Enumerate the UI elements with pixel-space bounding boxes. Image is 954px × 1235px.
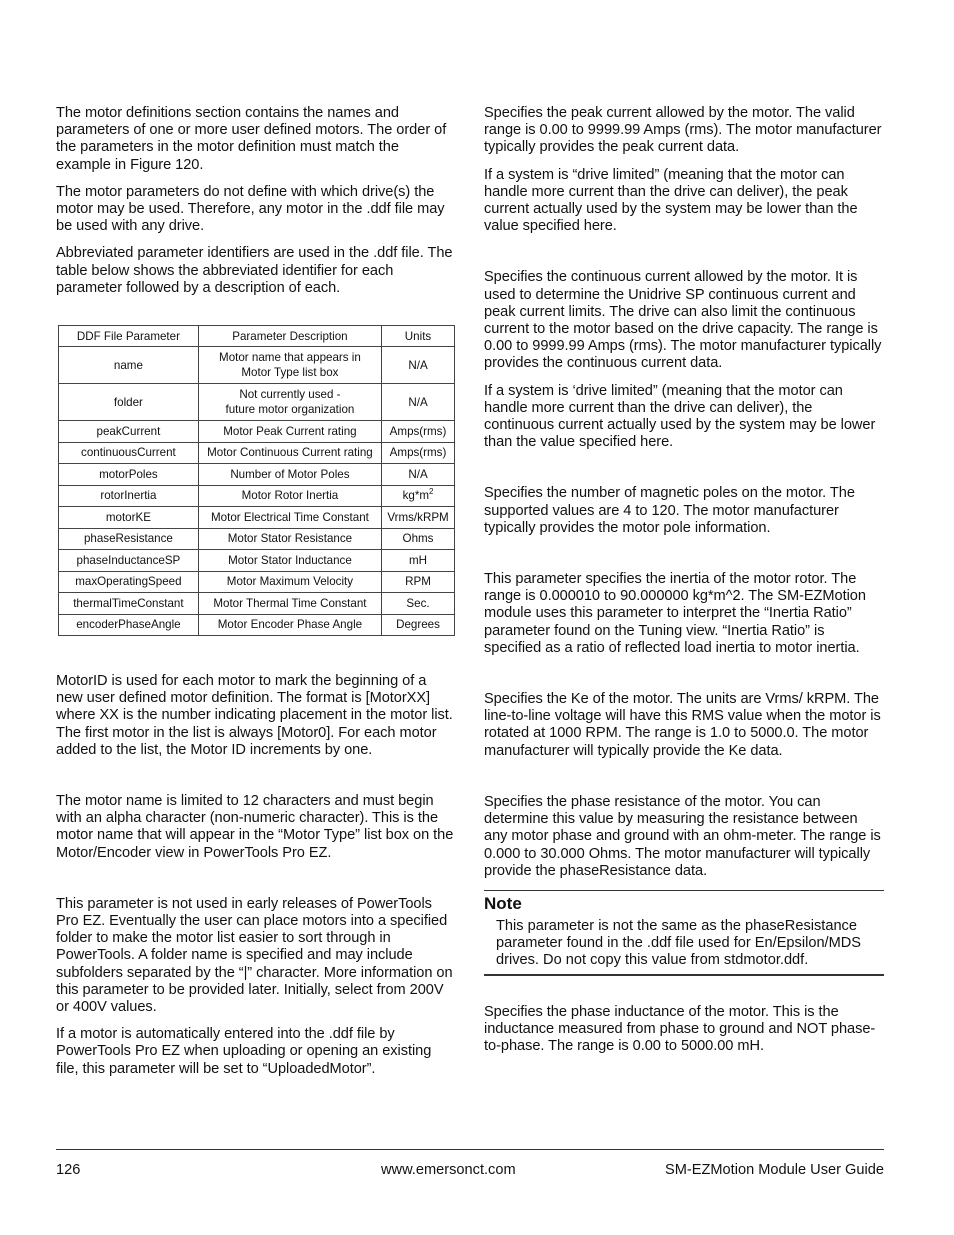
table-header-row: [59, 326, 455, 347]
table-row: [59, 384, 455, 421]
desc-cell: Motor Stator Inductance: [198, 550, 381, 572]
units-cell: Sec.: [382, 593, 455, 615]
left-column: [56, 105, 456, 307]
phase-inductance-paragraph: Specifies the phase inductance of the motor. This is the inductance measured from phase to ground and NOT phase-to-phase. The range is 0.00 to 5000.00 mH.: [484, 1003, 876, 1054]
section-gap: [56, 872, 456, 896]
right-column: [484, 105, 884, 1065]
units-cell: Amps(rms): [382, 442, 455, 464]
note-body: This parameter is not the same as the phaseResistance parameter found in the .ddf file used for En/Epsilon/MDS drives. Do not copy this value from stdmotor.ddf.: [496, 917, 862, 969]
table-row: [59, 442, 455, 464]
param-cell: motorPoles: [59, 464, 199, 486]
units-exponent: 2: [429, 487, 434, 497]
section-gap: [56, 769, 456, 793]
desc-cell: Number of Motor Poles: [198, 464, 381, 486]
units-cell: mH: [382, 550, 455, 572]
table-row: [59, 347, 455, 384]
phase-resistance-paragraph: Specifies the phase resistance of the motor. You can determine this value by measuring the resistance between any motor phase and ground with an ohm-meter. The range is 0.000 to 30.000 Ohms. The motor manufacturer will typically provide the phaseResistance data.: [484, 793, 881, 879]
left-column-lower: [56, 673, 456, 1088]
param-cell: rotorInertia: [59, 485, 199, 507]
units-cell: N/A: [382, 347, 455, 384]
units-cell: N/A: [382, 384, 455, 421]
desc-line: Not currently used -: [239, 388, 341, 401]
motor-poles-paragraph: Specifies the number of magnetic poles on the motor. The supported values are 4 to 120. The motor manufacturer typically provides the motor pole information.: [484, 485, 855, 536]
table-row: [59, 485, 455, 507]
param-cell: name: [59, 347, 199, 384]
section-gap: [484, 245, 884, 269]
units-cell: Ohms: [382, 528, 455, 550]
name-paragraph: The motor name is limited to 12 characters and must begin with an alpha character (non-numeric character). This is the motor name that will appear in the “Motor Type” list box on the Motor/Encoder view in PowerTools Pro EZ.: [56, 793, 454, 861]
footer-guide-title: SM-EZMotion Module User Guide: [665, 1162, 884, 1178]
desc-cell: Motor Thermal Time Constant: [198, 593, 381, 615]
param-cell: encoderPhaseAngle: [59, 614, 199, 636]
folder-paragraph-2: If a motor is automatically entered into the .ddf file by PowerTools Pro EZ when uploading or opening an existing file, this parameter will be set to “UploadedMotor”.: [56, 1026, 432, 1077]
units-cell: N/A: [382, 464, 455, 486]
table-row: [59, 550, 455, 572]
desc-cell: [198, 384, 381, 421]
param-cell: maxOperatingSpeed: [59, 571, 199, 593]
units-cell: Vrms/kRPM: [382, 507, 455, 529]
table-row: [59, 614, 455, 636]
table-row: [59, 464, 455, 486]
motor-ke-paragraph: Specifies the Ke of the motor. The units are Vrms/ kRPM. The line-to-line voltage will have this RMS value when the motor is rotated at 1000 RPM. The range is 1.0 to 5000.0. The motor manufacturer will typically provide the Ke data.: [484, 691, 881, 759]
desc-cell: Motor Peak Current rating: [198, 421, 381, 443]
desc-cell: Motor Rotor Inertia: [198, 485, 381, 507]
param-cell: thermalTimeConstant: [59, 593, 199, 615]
table-row: [59, 528, 455, 550]
note-box: [484, 890, 884, 976]
intro-paragraph-3: Abbreviated parameter identifiers are used in the .ddf file. The table below shows the abbreviated identifier for each parameter followed by a description of each.: [56, 245, 453, 296]
desc-cell: Motor Maximum Velocity: [198, 571, 381, 593]
section-gap: [484, 547, 884, 571]
desc-cell: Motor Encoder Phase Angle: [198, 614, 381, 636]
peak-current-paragraph-2: If a system is “drive limited” (meaning that the motor can handle more current than the drive can deliver), the peak current actually used by the system may be lower than the value specified here.: [484, 166, 858, 235]
section-gap: [484, 667, 884, 691]
units-cell: [382, 485, 455, 507]
param-cell: peakCurrent: [59, 421, 199, 443]
units-cell: Amps(rms): [382, 421, 455, 443]
table-row: [59, 421, 455, 443]
motorid-paragraph: MotorID is used for each motor to mark the beginning of a new user defined motor definition. The format is [MotorXX] where XX is the number indicating placement in the motor list. The first motor in the list is always [Motor0]. For each motor added to the list, the Motor ID increments by one.: [56, 673, 453, 758]
continuous-current-paragraph-1: Specifies the continuous current allowed by the motor. It is used to determine the Unidrive SP continuous current and peak current limits. The drive can also limit the continuous current to the motor based on the drive capacity. The range is 0.00 to 9999.99 Amps (rms). The motor manufacturer typically provides the continuous current data.: [484, 269, 882, 372]
table-header: Units: [382, 326, 455, 347]
rotor-inertia-paragraph: This parameter specifies the inertia of the motor rotor. The range is 0.000010 to 90.000000 kg*m^2. The SM-EZMotion module uses this parameter to interpret the “Inertia Ratio” parameter found on the Tuning view. “Inertia Ratio” is specified as a ratio of reflected load inertia to motor inertia.: [484, 571, 866, 656]
peak-current-paragraph-1: Specifies the peak current allowed by the motor. The valid range is 0.00 to 9999.99 Amps (rms). The motor manufacturer typically provides the peak current data.: [484, 105, 882, 156]
page-footer: [56, 1149, 884, 1178]
footer-url[interactable]: www.emersonct.com: [381, 1162, 516, 1178]
desc-cell: [198, 347, 381, 384]
table-row: [59, 507, 455, 529]
continuous-current-paragraph-2: If a system is ‘drive limited” (meaning that the motor can handle more current than the drive can deliver), the continuous current actually used by the system may be lower than the value specified here.: [484, 382, 876, 451]
param-cell: motorKE: [59, 507, 199, 529]
folder-paragraph-1: This parameter is not used in early releases of PowerTools Pro EZ. Eventually the user can place motors into a specified folder to make the motor list easier to sort through in PowerTools. A folder name is specified and may include subfolders separated by the “|” character. More information on this parameter to be provided later. Initially, select from 200V or 400V values.: [56, 895, 453, 1016]
intro-paragraph-2: The motor parameters do not define with which drive(s) the motor may be used. Therefore, any motor in the .ddf file may be used with any drive.: [56, 183, 445, 235]
units-base: kg*m: [402, 489, 429, 503]
table-header: DDF File Parameter: [59, 326, 199, 347]
desc-cell: Motor Electrical Time Constant: [198, 507, 381, 529]
section-gap: [484, 770, 884, 794]
param-cell: continuousCurrent: [59, 442, 199, 464]
table-header: Parameter Description: [198, 326, 381, 347]
section-gap: [484, 461, 884, 485]
note-title: Note: [484, 893, 522, 913]
intro-paragraph-1: The motor definitions section contains the names and parameters of one or more user defined motors. The order of the parameters in the motor definition must match the example in Figure 120.: [56, 105, 447, 173]
param-cell: phaseResistance: [59, 528, 199, 550]
param-cell: phaseInductanceSP: [59, 550, 199, 572]
table-row: [59, 571, 455, 593]
table-row: [59, 593, 455, 615]
units-cell: RPM: [382, 571, 455, 593]
desc-cell: Motor Continuous Current rating: [198, 442, 381, 464]
desc-cell: Motor Stator Resistance: [198, 528, 381, 550]
ddf-parameter-table: [58, 325, 455, 636]
desc-line: future motor organization: [225, 403, 355, 416]
units-cell: Degrees: [382, 614, 455, 636]
desc-line: Motor Type list box: [241, 366, 339, 379]
page-number: 126: [56, 1162, 81, 1178]
param-cell: folder: [59, 384, 199, 421]
desc-line: Motor name that appears in: [219, 351, 361, 364]
